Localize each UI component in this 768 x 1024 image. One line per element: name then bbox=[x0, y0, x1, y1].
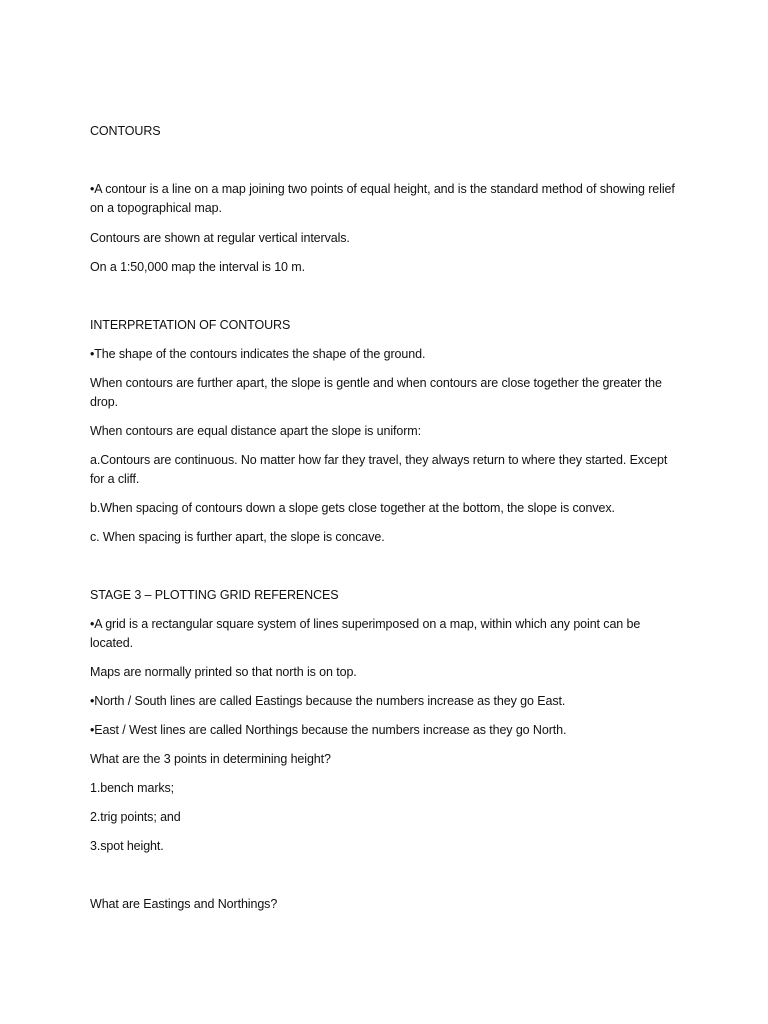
paragraph-regular-intervals: Contours are shown at regular vertical intervals. bbox=[90, 231, 350, 245]
paragraph-northings: •East / West lines are called Northings because the numbers increase as they go North. bbox=[90, 723, 567, 737]
paragraph-further-apart: When contours are further apart, the slope is gentle and when contours are close together the greater the drop. bbox=[90, 376, 662, 409]
paragraph-point-b: b.When spacing of contours down a slope gets close together at the bottom, the slope is convex. bbox=[90, 501, 615, 515]
heading-stage3: STAGE 3 – PLOTTING GRID REFERENCES bbox=[90, 588, 339, 602]
paragraph-interval-note: On a 1:50,000 map the interval is 10 m. bbox=[90, 260, 305, 274]
heading-contours: CONTOURS bbox=[90, 124, 161, 138]
heading-interpretation: INTERPRETATION OF CONTOURS bbox=[90, 318, 291, 332]
paragraph-shape-indicates: •The shape of the contours indicates the shape of the ground. bbox=[90, 347, 426, 361]
paragraph-maps-printed: Maps are normally printed so that north is on top. bbox=[90, 665, 357, 679]
paragraph-point-c: c. When spacing is further apart, the slope is concave. bbox=[90, 530, 385, 544]
list-item-trig-points: 2.trig points; and bbox=[90, 810, 181, 824]
list-item-bench-marks: 1.bench marks; bbox=[90, 781, 175, 795]
paragraph-equal-distance: When contours are equal distance apart the slope is uniform: bbox=[90, 424, 421, 438]
paragraph-eastings: •North / South lines are called Eastings because the numbers increase as they go East. bbox=[90, 694, 566, 708]
paragraph-point-a: a.Contours are continuous. No matter how far they travel, they always return to where they started. Except for a cliff. bbox=[90, 453, 668, 486]
paragraph-grid-definition: •A grid is a rectangular square system of lines superimposed on a map, within which any point can be located. bbox=[90, 617, 641, 650]
list-item-spot-height: 3.spot height. bbox=[90, 839, 164, 853]
question-height: What are the 3 points in determining height? bbox=[90, 752, 331, 766]
paragraph-contour-definition: •A contour is a line on a map joining two points of equal height, and is the standard method of showing relief on a topographical map. bbox=[90, 182, 675, 215]
question-eastings: What are Eastings and Northings? bbox=[90, 897, 278, 911]
